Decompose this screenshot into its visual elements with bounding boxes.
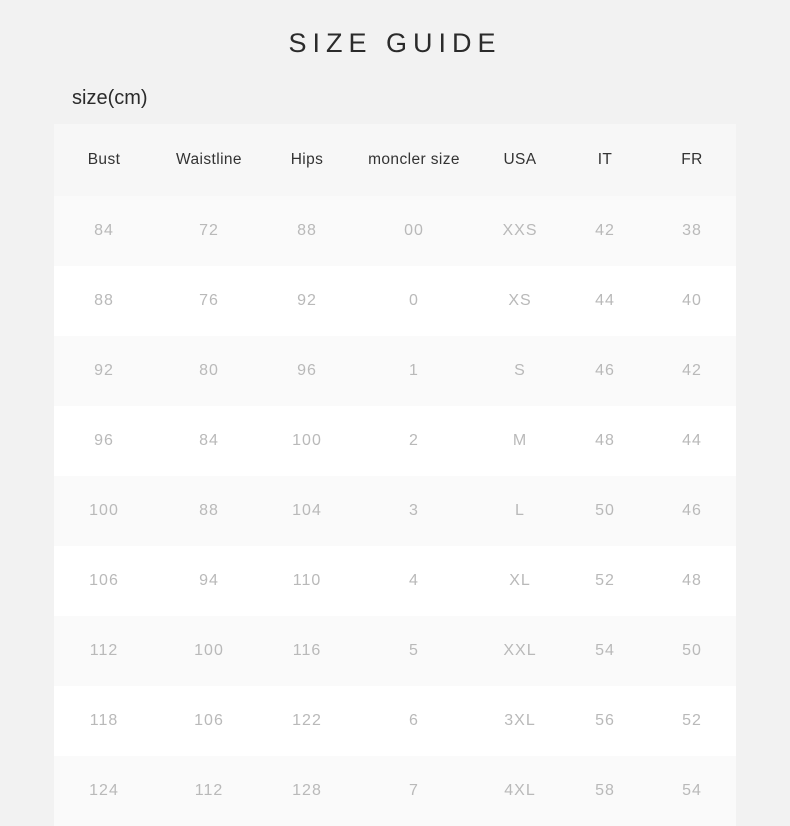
table-row — [54, 616, 736, 686]
cell-waistline: 94 — [154, 546, 264, 616]
column-header-fr: FR — [648, 124, 736, 196]
cell-it: 44 — [562, 266, 648, 336]
cell-fr: 38 — [648, 196, 736, 266]
size-table-container — [54, 124, 736, 826]
table-row — [54, 196, 736, 266]
table-row — [54, 546, 736, 616]
cell-moncler-size: 6 — [350, 686, 478, 756]
cell-usa: XXS — [478, 196, 562, 266]
cell-usa: 3XL — [478, 686, 562, 756]
cell-hips: 100 — [264, 406, 350, 476]
table-row — [54, 266, 736, 336]
cell-it: 52 — [562, 546, 648, 616]
table-row — [54, 336, 736, 406]
cell-hips: 110 — [264, 546, 350, 616]
cell-hips: 88 — [264, 196, 350, 266]
cell-waistline: 106 — [154, 686, 264, 756]
cell-bust: 92 — [54, 336, 154, 406]
cell-it: 58 — [562, 756, 648, 826]
cell-usa: XXL — [478, 616, 562, 686]
cell-waistline: 100 — [154, 616, 264, 686]
table-row — [54, 686, 736, 756]
cell-bust: 88 — [54, 266, 154, 336]
cell-hips: 116 — [264, 616, 350, 686]
table-row — [54, 756, 736, 826]
column-header-moncler-size: moncler size — [350, 124, 478, 196]
cell-fr: 44 — [648, 406, 736, 476]
column-header-it: IT — [562, 124, 648, 196]
cell-usa: S — [478, 336, 562, 406]
column-header-bust: Bust — [54, 124, 154, 196]
cell-bust: 84 — [54, 196, 154, 266]
table-body — [54, 196, 736, 826]
table-header — [54, 124, 736, 196]
size-table — [54, 124, 736, 826]
cell-hips: 92 — [264, 266, 350, 336]
cell-hips: 122 — [264, 686, 350, 756]
table-header-row — [54, 124, 736, 196]
cell-waistline: 112 — [154, 756, 264, 826]
cell-fr: 40 — [648, 266, 736, 336]
cell-hips: 104 — [264, 476, 350, 546]
cell-it: 56 — [562, 686, 648, 756]
cell-bust: 96 — [54, 406, 154, 476]
cell-fr: 48 — [648, 546, 736, 616]
cell-bust: 106 — [54, 546, 154, 616]
cell-waistline: 88 — [154, 476, 264, 546]
cell-it: 54 — [562, 616, 648, 686]
cell-bust: 118 — [54, 686, 154, 756]
cell-hips: 128 — [264, 756, 350, 826]
cell-moncler-size: 0 — [350, 266, 478, 336]
cell-bust: 112 — [54, 616, 154, 686]
page-title: SIZE GUIDE — [288, 28, 502, 58]
cell-fr: 46 — [648, 476, 736, 546]
table-row — [54, 476, 736, 546]
cell-usa: XL — [478, 546, 562, 616]
cell-moncler-size: 5 — [350, 616, 478, 686]
cell-moncler-size: 00 — [350, 196, 478, 266]
cell-it: 42 — [562, 196, 648, 266]
table-row — [54, 406, 736, 476]
cell-it: 48 — [562, 406, 648, 476]
cell-fr: 42 — [648, 336, 736, 406]
cell-bust: 124 — [54, 756, 154, 826]
cell-waistline: 84 — [154, 406, 264, 476]
cell-fr: 54 — [648, 756, 736, 826]
unit-label: size(cm) — [72, 87, 148, 109]
cell-waistline: 80 — [154, 336, 264, 406]
cell-waistline: 72 — [154, 196, 264, 266]
cell-moncler-size: 7 — [350, 756, 478, 826]
cell-moncler-size: 4 — [350, 546, 478, 616]
cell-moncler-size: 2 — [350, 406, 478, 476]
cell-moncler-size: 1 — [350, 336, 478, 406]
cell-usa: M — [478, 406, 562, 476]
column-header-waistline: Waistline — [154, 124, 264, 196]
cell-usa: L — [478, 476, 562, 546]
cell-bust: 100 — [54, 476, 154, 546]
cell-fr: 50 — [648, 616, 736, 686]
cell-hips: 96 — [264, 336, 350, 406]
cell-waistline: 76 — [154, 266, 264, 336]
cell-moncler-size: 3 — [350, 476, 478, 546]
cell-fr: 52 — [648, 686, 736, 756]
cell-it: 50 — [562, 476, 648, 546]
cell-it: 46 — [562, 336, 648, 406]
column-header-hips: Hips — [264, 124, 350, 196]
cell-usa: XS — [478, 266, 562, 336]
column-header-usa: USA — [478, 124, 562, 196]
cell-usa: 4XL — [478, 756, 562, 826]
